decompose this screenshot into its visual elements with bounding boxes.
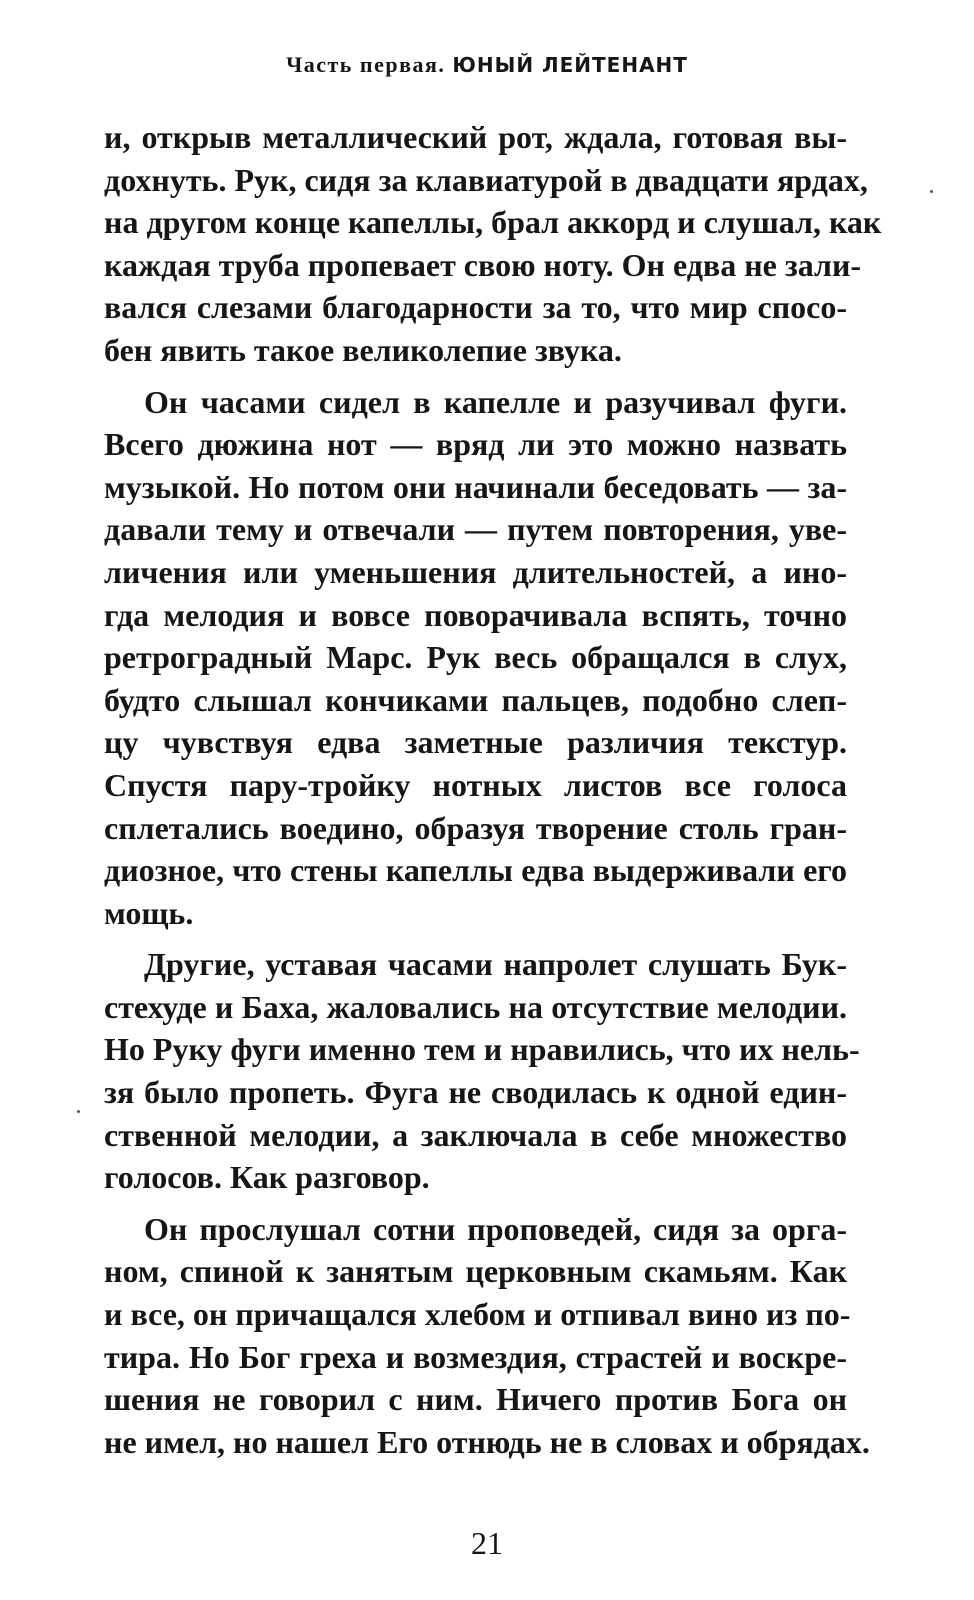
text-line: зя было пропеть. Фуга не сводилась к одной един- bbox=[104, 1074, 847, 1111]
text-line: шения не говорил с ним. Ничего против Бога он bbox=[104, 1381, 847, 1418]
text-line: Всего дюжина нот — вряд ли это можно назвать bbox=[104, 426, 847, 463]
text-line: дохнуть. Рук, сидя за клавиатурой в двадцати ярдах, bbox=[104, 161, 868, 198]
paragraph bbox=[104, 381, 847, 935]
text-line: музыкой. Но потом они начинали беседовать — за- bbox=[104, 468, 847, 505]
text-line: тира. Но Бог греха и возмездия, страстей и воскре- bbox=[104, 1338, 847, 1375]
text-line: и все, он причащался хлебом и отпивал вино из по- bbox=[104, 1296, 851, 1333]
text-line: голосов. Как разговор. bbox=[104, 1159, 430, 1196]
header-part: Часть первая. bbox=[286, 52, 446, 77]
text-line: стехуде и Баха, жаловались на отсутствие мелодии. bbox=[104, 988, 847, 1025]
paragraph bbox=[104, 116, 882, 372]
header-chapter-title: ЮНЫЙ ЛЕЙТЕНАНТ bbox=[452, 53, 688, 77]
text-line: Другие, уставая часами напролет слушать Бук- bbox=[144, 946, 847, 983]
print-speck bbox=[930, 190, 933, 193]
text-line: Спустя пару-тройку нотных листов все голоса bbox=[104, 766, 847, 803]
text-line: диозное, что стены капеллы едва выдерживали его bbox=[104, 852, 847, 889]
text-line: сплетались воедино, образуя творение столь гран- bbox=[104, 809, 847, 846]
text-line: ственной мелодии, а заключала в себе множество bbox=[104, 1116, 847, 1153]
page-number: 21 bbox=[471, 1525, 503, 1561]
text-line: Но Руку фуги именно тем и нравились, что их нель- bbox=[104, 1031, 860, 1068]
text-line: на другом конце капеллы, брал аккорд и слушал, как bbox=[104, 204, 882, 241]
running-header bbox=[0, 52, 974, 78]
text-line: Он часами сидел в капелле и разучивал фуги. bbox=[144, 383, 847, 420]
text-line: Он прослушал сотни проповедей, сидя за орга- bbox=[144, 1210, 847, 1247]
text-line: личения или уменьшения длительностей, а ино- bbox=[104, 553, 847, 590]
text-line: и, открыв металлический рот, ждала, готовая вы- bbox=[104, 119, 847, 155]
paragraph bbox=[104, 943, 860, 1199]
text-line: цу чувствуя едва заметные различия текстур. bbox=[104, 724, 847, 761]
text-line: будто слышал кончиками пальцев, подобно слеп- bbox=[104, 681, 847, 718]
text-line: гда мелодия и вовсе поворачивала вспять, точно bbox=[104, 596, 847, 633]
paragraph bbox=[104, 1208, 870, 1464]
text-line: давали тему и отвечали — путем повторения, уве- bbox=[104, 511, 847, 548]
body-text bbox=[104, 116, 882, 1472]
text-line: ретроградный Марс. Рук весь обращался в слух, bbox=[104, 639, 847, 676]
text-line: мощь. bbox=[104, 894, 194, 931]
text-line: ном, спиной к занятым церковным скамьям. Как bbox=[104, 1253, 847, 1290]
text-line: каждая труба пропевает свою ноту. Он едва не зали- bbox=[104, 246, 862, 283]
text-line: вался слезами благодарности за то, что мир спосо- bbox=[104, 289, 847, 326]
print-speck bbox=[77, 1110, 80, 1113]
text-line: не имел, но нашел Его отнюдь не в словах и обрядах. bbox=[104, 1423, 870, 1460]
text-line: бен явить такое великолепие звука. bbox=[104, 331, 622, 368]
